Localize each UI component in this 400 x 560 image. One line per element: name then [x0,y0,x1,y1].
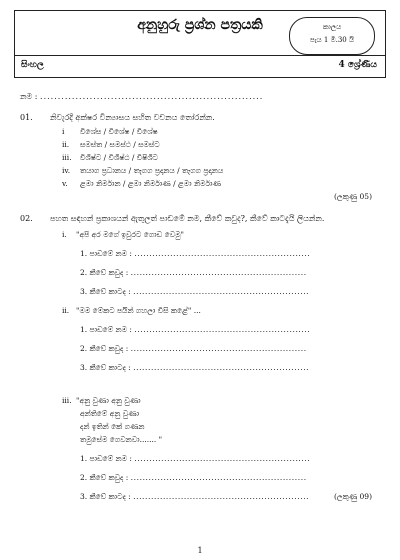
part-number: i. [62,230,67,239]
answer-label: 3. කීවේ කාටද : [80,363,131,372]
header-divider [15,55,385,56]
answer-dotted-line: ........................................................... [134,325,311,334]
question-1-number: 01. [20,113,33,122]
answer-label: 1. පාඩමේ නම : [80,454,132,463]
answer-label: 2. කීවේ කවුද : [80,473,129,482]
answer-label: 3. කීවේ කාටද : [80,492,131,501]
name-row [20,92,263,102]
answer-line [80,249,310,259]
name-dotted-line: ............................................................... [40,92,264,101]
part-number: iii. [62,396,72,405]
question-2-number: 02. [20,214,33,223]
answer-line [80,454,310,464]
time-box [289,17,375,55]
question-2-marks: (ලකුණු 09) [333,492,372,501]
answer-dotted-line: ........................................................... [133,287,310,296]
question-1-option [62,140,160,150]
answer-line [80,344,307,354]
answer-dotted-line: ........................................................... [134,454,311,463]
answer-label: 1. පාඩමේ නම : [80,249,132,258]
option-text: සමස්ත / සමස්ථ / සමස්ට [80,140,160,149]
option-number: iii. [62,153,72,162]
poem-line: දන් ඉතින් කේ ගණන [80,422,145,431]
question-2-text: පහත සඳහන් ප්‍රකාශයන් ඇතුලත් පාඩමේ නම, කීවේ කවුද?, කීවේ කාටදැයි ලියන්න. [50,214,325,223]
poem-line: තමුසේම ගෙවනවා....... " [80,435,163,444]
subject-label: සිංහල [21,60,44,70]
answer-line [80,363,309,373]
answer-dotted-line: ........................................................... [130,473,307,482]
header-box [14,10,386,78]
poem-line: "අනු වුණා අනු වුණා [76,396,141,405]
grade-label: 4 ශ්‍රේණිය [338,60,377,70]
answer-dotted-line: ........................................................... [133,492,310,501]
time-value: පැය 1 මි.30 යි [309,36,355,44]
answer-label: 3. කීවේ කාටද : [80,287,131,296]
answer-label: 1. පාඩමේ නම : [80,325,132,334]
answer-dotted-line: ........................................................... [130,344,307,353]
answer-line [80,287,309,297]
page-number: 1 [197,546,203,555]
option-number: i [62,127,65,136]
answer-dotted-line: ........................................................... [130,268,307,277]
question-1-option [62,153,158,163]
answer-line [80,492,309,502]
name-label: නම : [20,92,38,101]
poem-line: අන්තිමේ අනු වුණා [80,409,140,418]
option-number: v. [62,179,68,188]
option-text: ළමා නිර්මාන / ළමා නිර්මාණ / ළමා නිර්මාණ [80,179,221,188]
part-quote: "මම මේකට පයින් ගහලා විසි කළේ" ... [76,306,201,315]
option-number: ii. [62,140,70,149]
answer-dotted-line: ........................................................... [134,249,311,258]
answer-label: 2. කීවේ කවුද : [80,344,129,353]
answer-line [80,268,307,278]
option-text: විශේස / විශේෂ / විශේෂ [80,127,158,136]
question-1-text: නිවැරදි අක්ෂර වින්‍යාසය සහිත වචනය තෝරන්න. [50,113,215,122]
question-1-marks: (ලකුණු 05) [333,192,372,201]
question-1-option [62,127,158,137]
option-text: තයාග ප්‍රධානය / තෑගග ප්‍රදානය / තෑගග ප්‍රදානය [80,166,224,175]
answer-line [80,325,310,335]
answer-dotted-line: ........................................................... [133,363,310,372]
part-quote: "අපි අර මගේ ඉවුරට ගොඩ වෙමු" [76,230,184,239]
paper-title: අනුහුරු ප්‍රශ්න පත්‍රයකි [137,17,263,33]
answer-label: 2. කීවේ කවුද : [80,268,129,277]
option-number: iv. [62,166,71,175]
part-number: ii. [62,306,70,315]
time-label: කාලය [322,23,342,31]
answer-line [80,473,307,483]
question-1-option [62,179,221,189]
question-1-option [62,166,223,176]
option-text: විශිෂ්ට / විශිෂ්ඨ / විෂිශිට [80,153,158,162]
